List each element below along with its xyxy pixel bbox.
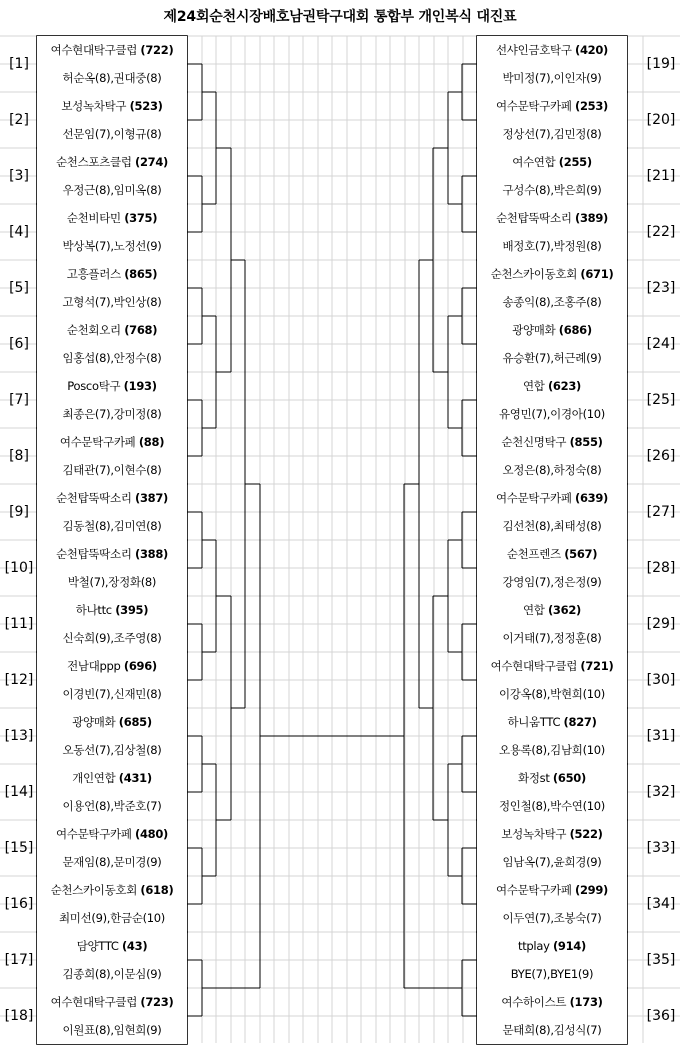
team-players: 이거태(7),정정훈(8) [502,631,602,645]
team-club: 순천스포츠클럽 [55,155,135,169]
team-players: 최미선(9),한금순(10) [58,911,165,925]
team-players: 문태희(8),김성식(7) [502,1023,602,1037]
team-seed: (827) [563,715,597,729]
seed-number: [8] [9,448,29,464]
team-players: 송종익(8),조홍주(8) [502,295,602,309]
team-seed: (523) [129,99,163,113]
team-club: 연합 [522,379,548,393]
team-entry [477,484,627,540]
team-entry [37,372,187,428]
team-entry [477,316,627,372]
team-club-line [37,540,187,568]
team-players: 임남옥(7),윤희경(9) [502,855,602,869]
seed-number: [18] [4,1008,34,1024]
team-club-line [37,428,187,456]
team-club-line [37,372,187,400]
team-club: 여수현대탁구클럽 [50,43,141,57]
team-entry [37,932,187,988]
team-entry [37,316,187,372]
team-players: 구성수(8),박은희(9) [502,183,602,197]
team-club: 여수문탁구카페 [495,491,575,505]
team-players: 유승환(7),허근례(9) [502,351,602,365]
team-entry [37,428,187,484]
team-club: 순천스카이동호회 [490,267,581,281]
team-players: 김종희(8),이문심(9) [62,967,162,981]
seed-number: [5] [9,280,29,296]
team-club: 여수문탁구카페 [59,435,139,449]
team-entry [477,932,627,988]
team-entry [37,596,187,652]
team-club-line [477,428,627,456]
team-club: 광양매화 [72,715,119,729]
team-seed: (639) [575,491,609,505]
team-players: 정인철(8),박수연(10) [498,799,605,813]
seed-number: [1] [9,56,29,72]
team-players: 고형석(7),박인상(8) [62,295,162,309]
team-entry [477,764,627,820]
team-seed: (362) [547,603,581,617]
team-seed: (255) [558,155,592,169]
team-club-line [37,316,187,344]
team-club: 여수문탁구카페 [495,99,575,113]
team-seed: (855) [569,435,603,449]
team-seed: (914) [552,939,586,953]
team-players: 이두연(7),조봉숙(7) [502,911,602,925]
team-club: 하니움TTC [507,715,564,729]
team-club-line [477,596,627,624]
team-club-line [477,36,627,64]
team-club: 개인연합 [72,771,119,785]
seed-number: [19] [646,56,676,72]
team-club: 여수문탁구카페 [495,883,575,897]
team-club-line [37,92,187,120]
team-club-line [37,764,187,792]
team-club-line [37,204,187,232]
team-seed: (43) [121,939,148,953]
team-club-line [477,932,627,960]
team-club: 여수현대탁구클럽 [50,995,141,1009]
team-players: 오용록(8),김남희(10) [498,743,605,757]
team-club-line [37,36,187,64]
team-club-line [37,932,187,960]
team-entry [477,92,627,148]
team-seed: (865) [124,267,158,281]
team-players: 배정호(7),박정원(8) [502,239,602,253]
team-seed: (88) [138,435,165,449]
team-club: 순천탑뚝딱소리 [495,211,575,225]
team-club-line [477,372,627,400]
team-club-line [37,148,187,176]
team-seed: (375) [124,211,158,225]
team-entry [477,204,627,260]
seed-number: [34] [646,896,676,912]
seed-number: [31] [646,728,676,744]
team-club-line [37,820,187,848]
team-entry [477,876,627,932]
seed-number: [10] [4,560,34,576]
team-seed: (696) [123,659,157,673]
team-players: 우정근(8),임미옥(8) [62,183,162,197]
team-seed: (671) [580,267,614,281]
team-players: 오정은(8),하정숙(8) [502,463,602,477]
team-players: 이경빈(7),신재민(8) [62,687,162,701]
team-entry [37,92,187,148]
team-players: 박상복(7),노정선(9) [62,239,162,253]
team-entry [477,540,627,596]
team-club-line [477,148,627,176]
team-club: 여수하이스트 [501,995,570,1009]
seed-number: [35] [646,952,676,968]
team-players: 임홍섭(8),안정수(8) [62,351,162,365]
team-club-line [37,652,187,680]
team-players: 박철(7),장정화(8) [67,575,157,589]
team-entry [477,428,627,484]
page-title: 제24회순천시장배호남권탁구대회 통합부 개인복식 대진표 [163,9,517,25]
team-seed: (193) [123,379,157,393]
team-seed: (274) [135,155,169,169]
team-club-line [37,988,187,1016]
team-club: 고흥플러스 [66,267,125,281]
team-club-line [477,316,627,344]
team-club: 순천탑뚝딱소리 [55,547,135,561]
team-seed: (522) [569,827,603,841]
team-seed: (395) [115,603,149,617]
team-seed: (173) [569,995,603,1009]
seed-number: [21] [646,168,676,184]
team-entry [37,260,187,316]
team-entry [477,820,627,876]
team-entry [477,988,627,1044]
team-entry [37,764,187,820]
seed-number: [30] [646,672,676,688]
team-seed: (567) [564,547,598,561]
team-club: 순천비타민 [66,211,125,225]
team-players: 이강옥(8),박현희(10) [498,687,605,701]
team-club-line [37,260,187,288]
team-club-line [477,820,627,848]
team-club: 화정st [518,771,553,785]
seed-number: [17] [4,952,34,968]
seed-number: [20] [646,112,676,128]
team-club-line [477,988,627,1016]
seed-number: [25] [646,392,676,408]
team-entry [477,36,627,92]
team-club: 순천신명탁구 [501,435,570,449]
seed-number: [9] [9,504,29,520]
team-seed: (389) [575,211,609,225]
seed-number: [26] [646,448,676,464]
seed-number: [24] [646,336,676,352]
team-club: 보성녹차탁구 [61,99,130,113]
seed-number: [33] [646,840,676,856]
team-club-line [477,540,627,568]
team-seed: (686) [558,323,592,337]
team-seed: (721) [580,659,614,673]
team-club-line [37,708,187,736]
team-seed: (685) [118,715,152,729]
team-players: 김태관(7),이현수(8) [62,463,162,477]
team-seed: (299) [575,883,609,897]
team-club: 담양TTC [76,939,122,953]
team-seed: (388) [135,547,169,561]
team-club-line [477,708,627,736]
team-club: 연합 [522,603,548,617]
team-entry [37,36,187,92]
team-club: 순천스카이동호회 [50,883,141,897]
team-club: 여수문탁구카페 [55,827,135,841]
team-players: 김동철(8),김미연(8) [62,519,162,533]
team-seed: (650) [552,771,586,785]
seed-number: [15] [4,840,34,856]
team-seed: (420) [575,43,609,57]
team-club: 전남대ppp [67,659,124,673]
team-club: Posco탁구 [67,379,124,393]
team-entry [477,148,627,204]
team-entry [37,876,187,932]
team-club-line [477,260,627,288]
team-players: 오동선(7),김상철(8) [62,743,162,757]
team-entry [37,820,187,876]
team-seed: (723) [140,995,174,1009]
team-club-line [477,876,627,904]
team-entry [37,540,187,596]
team-entry [37,652,187,708]
team-entry [477,372,627,428]
team-entry [37,708,187,764]
team-entry [37,204,187,260]
team-players: BYE(7),BYE1(9) [510,967,594,981]
team-entry [37,148,187,204]
team-entry [477,708,627,764]
team-club: 광양매화 [512,323,559,337]
team-entry [477,260,627,316]
seed-number: [22] [646,224,676,240]
team-players: 정상선(7),김민정(8) [502,127,602,141]
team-players: 허순옥(8),권대중(8) [62,71,162,85]
seed-number: [13] [4,728,34,744]
seed-number: [7] [9,392,29,408]
team-seed: (768) [124,323,158,337]
seed-number: [14] [4,784,34,800]
seed-number: [36] [646,1008,676,1024]
team-players: 강영임(7),정은정(9) [502,575,602,589]
team-entry [37,484,187,540]
seed-number: [29] [646,616,676,632]
team-club: 순천탑뚝딱소리 [55,491,135,505]
team-seed: (431) [118,771,152,785]
team-seed: (623) [547,379,581,393]
team-club-line [477,484,627,512]
seed-number: [11] [4,616,34,632]
seed-number: [28] [646,560,676,576]
team-club: 순천프렌즈 [506,547,565,561]
seed-number: [16] [4,896,34,912]
team-club: 하나ttc [75,603,116,617]
team-players: 이원표(8),임현희(9) [62,1023,162,1037]
team-players: 신숙희(9),조주영(8) [62,631,162,645]
seed-number: [3] [9,168,29,184]
seed-number: [2] [9,112,29,128]
team-club-line [477,652,627,680]
team-players: 문재임(8),문미경(9) [62,855,162,869]
team-club: 선샤인금호탁구 [495,43,575,57]
team-seed: (618) [140,883,174,897]
team-players: 선문임(7),이형규(8) [62,127,162,141]
team-club: 여수연합 [512,155,559,169]
team-players: 김선천(8),최태성(8) [502,519,602,533]
team-players: 유영민(7),이경아(10) [498,407,605,421]
team-club: ttplay [518,939,553,953]
team-players: 박미정(7),이인자(9) [502,71,602,85]
seed-number: [4] [9,224,29,240]
team-seed: (253) [575,99,609,113]
team-club-line [37,484,187,512]
team-seed: (387) [135,491,169,505]
team-club: 보성녹차탁구 [501,827,570,841]
team-club: 순천회오리 [66,323,125,337]
team-players: 이용언(8),박준호(7) [62,799,162,813]
team-entry [37,988,187,1044]
team-seed: (722) [140,43,174,57]
team-club-line [477,92,627,120]
team-entry [477,652,627,708]
team-club-line [37,596,187,624]
seed-number: [12] [4,672,34,688]
team-club-line [477,204,627,232]
seed-number: [27] [646,504,676,520]
team-club-line [477,764,627,792]
seed-number: [32] [646,784,676,800]
seed-number: [6] [9,336,29,352]
team-seed: (480) [135,827,169,841]
team-club-line [37,876,187,904]
team-entry [477,596,627,652]
team-club: 여수현대탁구클럽 [490,659,581,673]
seed-number: [23] [646,280,676,296]
team-players: 최종은(7),강미정(8) [62,407,162,421]
